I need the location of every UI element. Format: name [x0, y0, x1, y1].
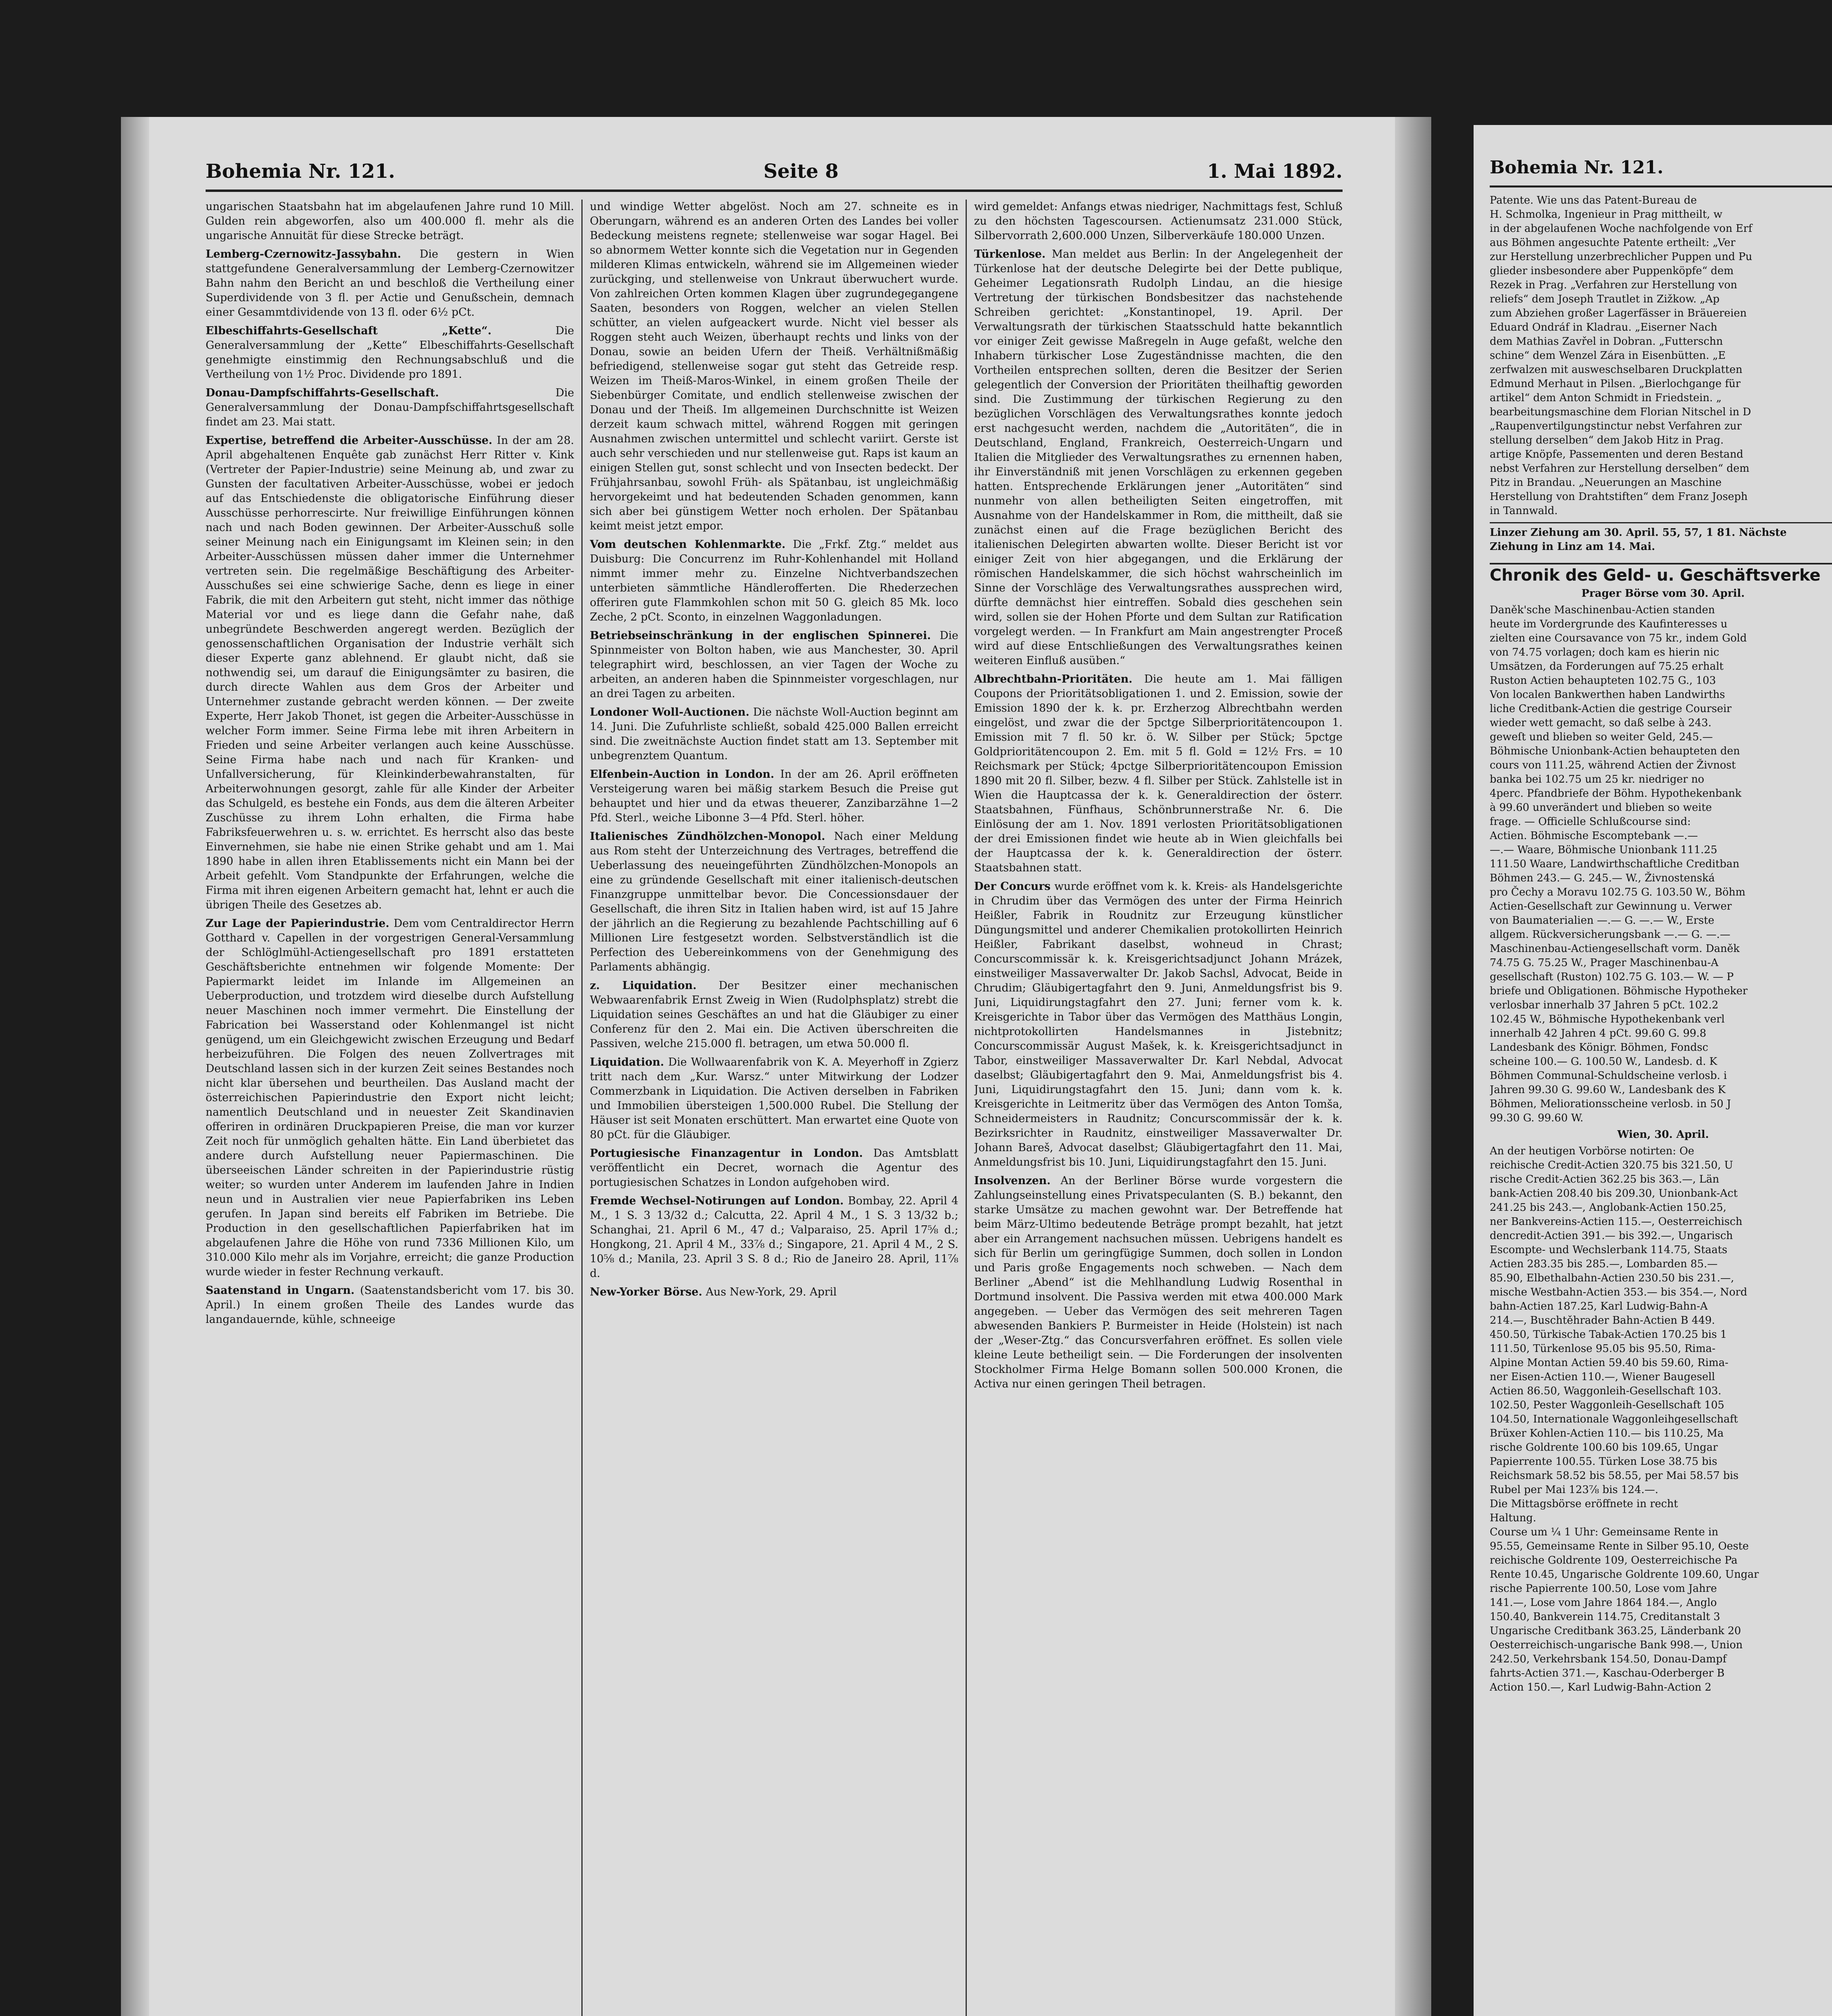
- text-line: Actien 283.35 bis 285.—, Lombarden 85.—: [1490, 1258, 1718, 1270]
- text-line: zur Herstellung unzerbrechlicher Puppen und Pu: [1490, 251, 1753, 263]
- text-line: heute im Vordergrunde des Kaufinteresses u: [1490, 618, 1728, 630]
- article: [590, 1194, 958, 1281]
- adjacent-header-rule: [1490, 185, 1832, 187]
- text-line: Actien. Böhmische Escomptebank —.—: [1490, 830, 1698, 842]
- article-body: Die „Frkf. Ztg.“ meldet aus Duisburg: Die Concurrenz im Ruhr-Kohlenhandel mit Holland nimmt immer mehr zu. Einzelne Nichtverbandszechen unterbieten sämmtliche Händlerofferten. Die Rhederzechen offeriren gute Flammkohlen schon mit 50 G. gleich 85 Mk. loco Zeche, 2 pCt. Sconto, in einzelnen Waggonladungen.: [590, 538, 958, 623]
- text-line: artikel“ dem Anton Schmidt in Friedstein. „: [1490, 392, 1722, 404]
- text-line: gesellschaft (Ruston) 102.75 G. 103.— W. — P: [1490, 971, 1734, 983]
- column-2: [590, 200, 958, 2016]
- column-divider: [581, 200, 583, 2016]
- text-line: dem Mathias Zavřel in Dobran. „Futterschn: [1490, 335, 1723, 348]
- text-line: Eduard Ondráf in Kladrau. „Eiserner Nach: [1490, 321, 1718, 333]
- text-line: reichische Credit-Actien 320.75 bis 321.50, U: [1490, 1159, 1733, 1171]
- article-title: Der Concurs: [974, 880, 1051, 893]
- text-line: 95.55, Gemeinsame Rente in Silber 95.10, Oeste: [1490, 1540, 1749, 1552]
- text-line: 111.50 Waare, Landwirthschaftliche Creditban: [1490, 858, 1740, 870]
- text-line: bank-Actien 208.40 bis 209.30, Unionbank-Act: [1490, 1187, 1738, 1200]
- text-line: aus Böhmen angesuchte Patente ertheilt: „Ver: [1490, 237, 1736, 249]
- article-body: In der am 26. April eröffneten Versteigerung waren bei mäßig starkem Besuch die Preise gut behauptet und hier und da etwas theuerer, Zanzibarzähne 1—2 Pfd. Sterl., weiche Libonne 3—4 Pfd. Sterl. höher.: [590, 768, 958, 824]
- text-line: liche Creditbank-Actien die gestrige Courseir: [1490, 703, 1732, 715]
- article-body: wird gemeldet: Anfangs etwas niedriger, Nachmittags fest, Schluß zu den höchsten Tagescoursen. Actienumsatz 231.000 Stück, Silbervorrath 2,600.000 Unzen, Silberverkäufe 180.000 Unzen.: [974, 200, 1343, 242]
- text-line: —.— Waare, Böhmische Unionbank 111.25: [1490, 844, 1718, 856]
- text-line: An der heutigen Vorbörse notirten: Oe: [1490, 1145, 1695, 1157]
- text-line: Actien 86.50, Waggonleih-Gesellschaft 103.: [1490, 1385, 1722, 1397]
- text-line: 102.50, Pester Waggonleih-Gesellschaft 105: [1490, 1399, 1724, 1411]
- text-line: Brüxer Kohlen-Actien 110.— bis 110.25, Ma: [1490, 1427, 1724, 1439]
- text-line: Papierrente 100.55. Türken Lose 38.75 bis: [1490, 1456, 1718, 1468]
- columns: [206, 200, 1343, 2016]
- prague-title: Prager Börse vom 30. April.: [1581, 587, 1745, 600]
- article: [590, 200, 958, 533]
- article-body: Aus New-York, 29. April: [706, 1286, 837, 1298]
- article-title: New-Yorker Börse.: [590, 1286, 702, 1298]
- text-line: scheine 100.— G. 100.50 W., Landesb. d. K: [1490, 1056, 1718, 1068]
- text-line: cours von 111.25, während Actien der Živnost: [1490, 759, 1736, 771]
- article-body: Die gestern in Wien stattgefundene Generalversammlung der Lemberg-Czernowitzer Bahn nahm den Bericht an und beschloß die Vertheilung einer Superdividende von 3 fl. per Actie und Genußschein, demnach einer Gesammtdividende von 13 fl. oder 6½ pCt.: [206, 248, 574, 319]
- adjacent-page: [1474, 125, 1832, 2016]
- article-body: Dem vom Centraldirector Herrn Gotthard v. Capellen in der vorgestrigen General-Versammlung der Schlöglmühl-Actiengesellschaft pro 1891 erstatteten Geschäftsberichte entnehmen wir folgende Momente: Der Papiermarkt leidet im Inlande im Allgemeinen an Ueberproduction, und trotzdem wird dieselbe durch Aufstellung neuer Maschinen noch immer vermehrt. Die Einstellung der Fabrication bei Wasserstand oder Kohlenmangel ist nicht genügend, um ein Gleichgewicht zwischen Erzeugung und Bedarf herbeizuführen. Die Folgen des neuen Zollvertrages mit Deutschland lassen sich in der kurzen Zeit seines Bestandes noch nicht klar übersehen und beurtheilen. Das Ausland macht der österreichischen Papierindustrie den Export nicht leicht; namentlich Deutschland und in neuester Zeit Skandinavien offeriren in ordinären Druckpapieren Preise, die man vor kurzer Zeit noch für unmöglich gehalten hätte. Ein Land überbietet das andere durch Aufstellung neuer Papiermaschinen. Die überseeischen Länder schreiten in der Papierindustrie rüstig weiter; so wurden unter Anderem im laufenden Jahre in Indien neun und in Australien vier neue Papierfabriken ins Leben gerufen. In Japan sind bereits elf Fabriken im Betriebe. Die Production in den gesellschaftlichen Papierfabriken hat im abgelaufenen Jahre die Höhe von rund 7336 Millionen Kilo, um 310.000 Kilo mehr als im Vorjahre, erreicht; die ganze Production wurde wieder in fester Rechnung verkauft.: [206, 917, 574, 1278]
- article: [590, 1285, 958, 1300]
- text-line: 104.50, Internationale Waggonleihgesellschaft: [1490, 1413, 1738, 1425]
- article-body: wurde eröffnet vom k. k. Kreis- als Handelsgerichte in Chrudim über das Vermögen des unter der Firma Heinrich Heißler, Fabrik in Roudnitz zur Erzeugung künstlicher Düngungsmittel und anderer Chemikalien protokollirten Heinrich Heißler, Fabrikant daselbst, wohneud in Chrast; Concurscommissär k. k. Kreisgerichtsadjunct Johann Mrázek, einstweiliger Massaverwalter Dr. Jakob Sachsl, Advocat, Beide in Chrudim; Gläubigertagfahrt den 9. Juni, Anmeldungsfrist bis 9. Juni, Liquidirungstagfahrt den 27. Juni; ferner vom k. k. Kreisgerichte in Tabor über das Vermögen des Matthäus Longin, nichtprotokollirten Handelsmannes in Jistebnitz; Concurscommissär August Mašek, k. k. Kreisgerichtsadjunct in Tabor, einstweiliger Massaverwalter Dr. Karl Nebdal, Advocat daselbst; Gläubigertagfahrt den 9. Mai, Anmeldungsfrist bis 4. Juni, Liquidirungstagfahrt den 15. Juni; dann vom k. k. Kreisgerichte in Leitmeritz über das Vermögen des Anton Tomša, Schneidermeisters in Raudnitz; Concurscommissär der k. k. Bezirksrichter in Raudnitz, einstweiliger Massaverwalter Dr. Johann Bareš, Advocat daselbst; Gläubigertagfahrt den 11. Mai, Anmeldungsfrist bis 10. Juni, Liquidirungstagfahrt den 15. Juni.: [974, 880, 1343, 1168]
- text-line: ner Bankvereins-Actien 115.—, Oesterreichisch: [1490, 1216, 1742, 1228]
- article-body: und windige Wetter abgelöst. Noch am 27. schneite es in Oberungarn, während es an anderen Orten des Landes bei voller Bedeckung meistens regnete; stellenweise war sogar Hagel. Bei so abnormem Wetter konnte sich die Vegetation nur in Gegenden milderen Klimas entwickeln, während sie im Allgemeinen wieder zurückging, und stellenweise von Unkraut überwuchert wurde. Von zahlreichen Orten kommen Klagen über zugrundegegangene Saaten, besonders von Roggen, welcher an vielen Stellen schütter, an vielen aufgeackert wurde. Nicht viel besser als Roggen steht auch Weizen, überhaupt rechts und links von der Donau, sowie an beiden Ufern der Theiß. Verhältnißmäßig befriedigend, stellenweise sogar gut steht das Getreide resp. Weizen im Theiß-Maros-Winkel, in einem großen Theile der Siebenbürger Comitate, und endlich stellenweise zwischen der Donau und der Theiß. Im allgemeinen Durchschnitte ist Weizen derzeit kaum schwach mittel, während Roggen mit geringen Ausnahmen zwischen untermittel und schlecht variirt. Gerste ist auch sehr verschieden und nur stellenweise gut. Raps ist kaum an einigen Stellen gut, sonst schlecht und von Insecten bedeckt. Der Frühjahrsanbau, sowohl Früh- als Spätanbau, ist ungleichmäßig hervorgekeimt und hat bedeutenden Schaden genommen, kann sich aber bei günstigem Wetter noch erholen. Der Spätanbau keimt meist jetzt empor.: [590, 200, 958, 532]
- text-line: Jahren 99.30 G. 99.60 W., Landesbank des K: [1490, 1084, 1726, 1096]
- text-line: Haltung.: [1490, 1512, 1536, 1524]
- text-line: à 99.60 unverändert und blieben so weite: [1490, 802, 1712, 814]
- text-line: rische Goldrente 100.60 bis 109.65, Ungar: [1490, 1441, 1718, 1454]
- article-title: Liquidation.: [590, 1056, 664, 1068]
- text-line: verlosbar innerhalb 37 Jahren 5 pCt. 102.2: [1490, 999, 1719, 1011]
- text-line: 111.50, Türkenlose 95.05 bis 95.50, Rima-: [1490, 1343, 1715, 1355]
- text-line: pro Čechy a Moravu 102.75 G. 103.50 W., Böhm: [1490, 886, 1746, 898]
- article-title: Expertise, betreffend die Arbeiter-Ausschüsse.: [206, 434, 493, 447]
- patents-block: [1490, 194, 1832, 518]
- issue-date: 1. Mai 1892.: [1207, 160, 1343, 183]
- article: [590, 705, 958, 763]
- text-line: reliefs“ dem Joseph Trautlet in Zižkow. „Ap: [1490, 293, 1720, 305]
- column-divider: [966, 200, 967, 2016]
- article: [206, 386, 574, 429]
- text-line: briefe und Obligationen. Böhmische Hypotheker: [1490, 985, 1748, 997]
- article-title: Zur Lage der Papierindustrie.: [206, 917, 389, 930]
- text-line: bearbeitungsmaschine dem Florian Nitschel in D: [1490, 406, 1751, 418]
- article-body: (Saatenstandsbericht vom 17. bis 30. April.) In einem großen Theile des Landes wurde das langandauernde, kühle, schneeige: [206, 1284, 574, 1326]
- article-title: Fremde Wechsel-Notirungen auf London.: [590, 1195, 844, 1207]
- text-line: Alpine Montan Actien 59.40 bis 59.60, Rima-: [1490, 1357, 1728, 1369]
- article: [590, 1055, 958, 1142]
- text-line: von Baumaterialien —.— G. —.— W., Erste: [1490, 914, 1714, 927]
- article-title: Türkenlose.: [974, 248, 1046, 260]
- column-3: [974, 200, 1343, 2016]
- text-line: rische Papierrente 100.50, Lose vom Jahre: [1490, 1583, 1717, 1595]
- article: [974, 672, 1343, 875]
- article: [590, 537, 958, 625]
- article: [974, 247, 1343, 668]
- text-line: zum Abziehen großer Lagerfässer in Bräuereien: [1490, 307, 1747, 319]
- page-header: [206, 157, 1343, 185]
- text-line: von 74.75 vorlagen; doch kam es hierin nic: [1490, 646, 1720, 658]
- article: [206, 324, 574, 382]
- text-line: Course um ¼ 1 Uhr: Gemeinsame Rente in: [1490, 1526, 1719, 1538]
- text-line: Böhmen Communal-Schuldscheine verlosb. i: [1490, 1070, 1727, 1082]
- article-title: Londoner Woll-Auctionen.: [590, 706, 749, 719]
- text-line: Oesterreichisch-ungarische Bank 998.—, Union: [1490, 1639, 1743, 1651]
- text-line: Rubel per Mai 123⅞ bis 124.—.: [1490, 1484, 1659, 1496]
- article-body: Bombay, 22. April 4 M., 1 S. 3 13/32 d.; Calcutta, 22. April 4 M., 1 S. 3 13/32 b.; Schanghai, 21. April 6 M., 47 d.; Valparaiso, 25. April 17⅝ d.; Hongkong, 21. April 4 M., 33⅞ d.; Singapore, 21. April 4 M., 2 S. 10⅝ d.; Manila, 23. April 3 S. 8 d.; Rio de Janeiro 28. April, 11⅞ d.: [590, 1195, 958, 1280]
- article-title: z. Liquidation.: [590, 979, 697, 992]
- text-line: Ruston Actien behaupteten 102.75 G., 103: [1490, 675, 1716, 687]
- article: [590, 829, 958, 975]
- text-line: Böhmische Unionbank-Actien behaupteten den: [1490, 745, 1740, 757]
- text-line: Die Mittagsbörse eröffnete in recht: [1490, 1498, 1678, 1510]
- text-line: Daněk'sche Maschinenbau-Actien standen: [1490, 604, 1715, 616]
- article-title: Elfenbein-Auction in London.: [590, 768, 774, 781]
- text-line: artige Knöpfe, Passementen und deren Bestand: [1490, 448, 1743, 460]
- text-line: stellung derselben“ dem Jakob Hitz in Prag.: [1490, 434, 1724, 446]
- text-line: Action 150.—, Karl Ludwig-Bahn-Action 2: [1490, 1681, 1711, 1693]
- text-line: innerhalb 42 Jahren 4 pCt. 99.60 G. 99.8: [1490, 1027, 1707, 1039]
- text-line: Edmund Merhaut in Pilsen. „Bierlochgange für: [1490, 378, 1741, 390]
- text-line: wieder wett gemacht, so daß selbe à 243.: [1490, 717, 1711, 729]
- text-line: Actien-Gesellschaft zur Gewinnung u. Verwer: [1490, 900, 1732, 912]
- text-line: 85.90, Elbethalbahn-Actien 230.50 bis 231.—,: [1490, 1272, 1734, 1284]
- article: [206, 433, 574, 912]
- article-body: Nach einer Meldung aus Rom steht der Unterzeichnung des Vertrages, betreffend die Ueberlassung des neueingeführten Zündhölzchen-Monopols an eine zu gründende Gesellschaft mit einer italienisch-deutschen Finanzgruppe unmittelbar bevor. Die Concessionsdauer der Gesellschaft, die ihren Sitz in Italien haben wird, ist auf 15 Jahre der jährlich an die Regierung zu bezahlende Pachtschilling auf 6 Millionen Lire festgesetzt worden. Selbstverständlich ist die Perfection des Uebereinkommens von der Genehmigung des Parlaments abhängig.: [590, 830, 958, 973]
- text-line: 241.25 bis 243.—, Anglobank-Actien 150.25,: [1490, 1202, 1727, 1214]
- text-line: 150.40, Bankverein 114.75, Creditanstalt 3: [1490, 1611, 1720, 1623]
- text-line: Escompte- und Wechslerbank 114.75, Staats: [1490, 1244, 1728, 1256]
- article-title: Betriebseinschränkung in der englischen Spinnerei.: [590, 629, 931, 642]
- page-edge-shadow: [1395, 117, 1431, 2016]
- article-body: An der Berliner Börse wurde vorgestern die Zahlungseinstellung eines Privatspeculanten (S. B.) bekannt, den starke Umsätze zu machen gewohnt war. Der Betreffende hat beim März-Ultimo bedeutende Beträge prompt bezahlt, hat jetzt aber ein Arrangement nachsuchen müssen. Uebrigens handelt es sich für Berlin um geringfügige Summen, doch sollen in London und Paris große Engagements noch schweben. — Nach dem Berliner „Abend“ ist die Mehlhandlung Ludwig Rosenthal in Dortmund insolvent. Die Passiva werden mit etwa 400.000 Mark angegeben. — Ueber das Vermögen des seit mehreren Tagen abwesenden Bankiers P. Burmeister in Heide (Holstein) ist nach der „Weser-Ztg.“ das Concursverfahren eröffnet. Es sollen viele kleine Leute betheiligt sein. — Die Forderungen der insolventen Stockholmer Firma Helge Bomann sollen 500.000 Kronen, die Activa nur einen geringen Theil betragen.: [974, 1175, 1343, 1390]
- article-body: Die Wollwaarenfabrik von K. A. Meyerhoff in Zgierz tritt nach dem „Kur. Warsz.“ unter Mitwirkung der Lodzer Commerzbank in Liquidation. Die Activen derselben in Fabriken und Immobilien übersteigen 1,500.000 Rubel. Die Stellung der Häuser ist seit Monaten erschüttert. Man erwartet eine Quote von 80 pCt. für die Gläubiger.: [590, 1056, 958, 1141]
- text-line: Patente. Wie uns das Patent-Bureau de: [1490, 194, 1697, 206]
- text-line: 242.50, Verkehrsbank 154.50, Donau-Dampf: [1490, 1653, 1727, 1665]
- text-line: reichische Goldrente 109, Oesterreichische Pa: [1490, 1554, 1738, 1566]
- text-line: 99.30 G. 99.60 W.: [1490, 1112, 1584, 1124]
- adjacent-page-header: Bohemia Nr. 121.: [1490, 157, 1663, 178]
- article-body: Die Generalversammlung der Donau-Dampfschiffahrtsgesellschaft findet am 23. Mai statt.: [206, 387, 574, 428]
- column-1: [206, 200, 574, 2016]
- binding-shadow: [121, 117, 149, 2016]
- page-label: Seite 8: [763, 160, 839, 183]
- text-line: Umsätzen, da Forderungen auf 75.25 erhalt: [1490, 660, 1724, 673]
- text-line: Herstellung von Drahtstiften“ dem Franz Joseph: [1490, 491, 1748, 503]
- paper-name: Bohemia Nr. 121.: [206, 160, 395, 183]
- text-line: geweſt und blieben so weiter Geld, 245.—: [1490, 731, 1713, 743]
- text-line: frage. — Officielle Schlußcourse sind:: [1490, 816, 1691, 828]
- text-line: Von localen Bankwerthen haben Landwirths: [1490, 689, 1725, 701]
- article-body: Die Spinnmeister von Bolton haben, wie aus Manchester, 30. April telegraphirt wird, beschlossen, an vier Tagen der Woche zu arbeiten, an anderen haben die Spinnmeister vorgeschlagen, nur an drei Tagen zu arbeiten.: [590, 629, 958, 700]
- linzer-ziehung: Linzer Ziehung am 30. April. 55, 57, 1 81. Nächste Ziehung in Linz am 14. Mai.: [1490, 522, 1832, 554]
- article-title: Insolvenzen.: [974, 1175, 1051, 1187]
- text-line: 4perc. Pfandbriefe der Böhm. Hypothekenbank: [1490, 787, 1742, 800]
- adjacent-page-body: [1490, 194, 1832, 2016]
- article-body: Die nächste Woll-Auction beginnt am 14. Juni. Die Zufuhrliste schließt, sobald 425.000 Ballen erreicht sind. Die zweitnächste Auction findet statt am 13. September mit unbegrenztem Quantum.: [590, 706, 958, 762]
- text-line: H. Schmolka, Ingenieur in Prag mittheilt, w: [1490, 208, 1723, 221]
- text-line: nebst Verfahren zur Herstellung derselben“ dem: [1490, 462, 1750, 475]
- text-line: Rente 10.45, Ungarische Goldrente 109.60, Ungar: [1490, 1568, 1759, 1581]
- text-line: glieder insbesondere aber Puppenköpfe“ dem: [1490, 265, 1734, 277]
- text-line: 74.75 G. 75.25 W., Prager Maschinenbau-A: [1490, 957, 1719, 969]
- article: [206, 247, 574, 320]
- article-body: Die heute am 1. Mai fälligen Coupons der Prioritätsobligationen 1. und 2. Emission, sowie der Emission 1890 der k. k. pr. Erzherzog Albrechtbahn werden eingelöst, und zwar die der 5pctge Silberprioritätencoupon 1. Emission mit 7 fl. 50 kr. ö. W. Silber per Stück; 5pctge Goldprioritätencoupon 2. Em. mit 5 fl. Gold = 12½ Frs. = 10 Reichsmark per Stück; 4pctge Silberprioritätencoupon Emission 1890 mit 20 fl. Silber, bezw. 4 fl. Silber per Stück. Zahlstelle ist in Wien die Hauptcassa der k. k. Generaldirection der österr. Staatsbahnen, Fünfhaus, Schönbrunnerstraße Nr. 6. Die Einlösung der am 1. Nov. 1891 verlosten Prioritätsobligationen der drei Emissionen findet wie heute ab in Wien gleichfalls bei der Hauptcassa der k. k. Generaldirection der österr. Staatsbahnen statt.: [974, 673, 1343, 874]
- text-line: zerfwalzen mit ausweschselbaren Druckplatten: [1490, 364, 1742, 376]
- article: [590, 767, 958, 825]
- article-body: ungarischen Staatsbahn hat im abgelaufenen Jahre rund 10 Mill. Gulden rein abgeworfen, also um 400.000 fl. mehr als die ungarische Annuität für diese Strecke beträgt.: [206, 200, 574, 242]
- text-line: in der abgelaufenen Woche nachfolgende von Erf: [1490, 223, 1753, 235]
- text-line: schine“ dem Wenzel Zára in Eisenbütten. „E: [1490, 350, 1726, 362]
- article: [590, 1146, 958, 1190]
- wien-title: Wien, 30. April.: [1617, 1129, 1709, 1141]
- text-line: Böhmen, Meliorationsscheine verlosb. in 50 J: [1490, 1098, 1731, 1110]
- text-line: ner Eisen-Actien 110.—, Wiener Baugesell: [1490, 1371, 1715, 1383]
- header-rule: [206, 190, 1343, 192]
- article-body: Das Amtsblatt veröffentlicht ein Decret, wornach die Agentur des portugiesischen Schatzes in London aufgehoben wird.: [590, 1147, 958, 1189]
- article-title: Saatenstand in Ungarn.: [206, 1284, 355, 1297]
- text-line: 450.50, Türkische Tabak-Actien 170.25 bis 1: [1490, 1329, 1727, 1341]
- article-title: Vom deutschen Kohlenmarkte.: [590, 538, 786, 551]
- text-line: Landesbank des Königr. Böhmen, Fondsc: [1490, 1041, 1709, 1054]
- text-line: zielten eine Coursavance von 75 kr., indem Gold: [1490, 632, 1747, 644]
- text-line: allgem. Rückversicherungsbank —.— G. —.—: [1490, 929, 1730, 941]
- article: [206, 200, 574, 243]
- text-line: bahn-Actien 187.25, Karl Ludwig-Bahn-A: [1490, 1300, 1708, 1312]
- article: [974, 879, 1343, 1170]
- text-line: banka bei 102.75 um 25 kr. niedriger no: [1490, 773, 1705, 785]
- article-title: Portugiesische Finanzagentur in London.: [590, 1147, 863, 1160]
- article-title: Elbeschiffahrts-Gesellschaft „Kette“.: [206, 325, 491, 337]
- article: [206, 916, 574, 1279]
- text-line: mische Westbahn-Actien 353.— bis 354.—, Nord: [1490, 1286, 1747, 1298]
- article-title: Donau-Dampfschiffahrts-Gesellschaft.: [206, 387, 439, 399]
- text-line: dencredit-Actien 391.— bis 392.—, Ungarisch: [1490, 1230, 1733, 1242]
- text-line: 141.—, Lose vom Jahre 1864 184.—, Anglo: [1490, 1597, 1717, 1609]
- article: [206, 1283, 574, 1327]
- text-line: fahrts-Actien 371.—, Kaschau-Oderberger B: [1490, 1667, 1725, 1679]
- article-body: Der Besitzer einer mechanischen Webwaarenfabrik Ernst Zweig in Wien (Rudolphsplatz) strebt die Liquidation seines Geschäftes an und hat die Gläubiger zu einer Conferenz für den 2. Mai ein. Die Activen überschreiten die Passiven, welche 215.000 fl. betragen, um etwa 50.000 fl.: [590, 979, 958, 1050]
- text-line: 102.45 W., Böhmische Hypothekenbank verl: [1490, 1013, 1725, 1025]
- text-line: in Tannwald.: [1490, 505, 1558, 517]
- article: [974, 200, 1343, 243]
- prague-block: [1490, 603, 1832, 1125]
- text-line: rische Credit-Actien 362.25 bis 363.—, Län: [1490, 1173, 1720, 1185]
- wien-block: [1490, 1144, 1832, 1695]
- section-title: Chronik des Geld- u. Geschäftsverke: [1490, 563, 1832, 583]
- text-line: Rezek in Prag. „Verfahren zur Herstellung von: [1490, 279, 1737, 291]
- text-line: Ungarische Creditbank 363.25, Länderbank 20: [1490, 1625, 1741, 1637]
- article: [974, 1174, 1343, 1391]
- article-title: Italienisches Zündhölzchen-Monopol.: [590, 830, 825, 843]
- article-body: In der am 28. April abgehaltenen Enquête gab zunächst Herr Ritter v. Kink (Vertreter der Papier-Industrie) seine Meinung ab, und zwar zu Gunsten der facultativen Arbeiter-Ausschüsse, wobei er jedoch auf das Entschiedenste die obligatorische Einführung dieser Ausschüsse perhorrescirte. Nur freiwillige Einführungen können nach und nach Boden gewinnen. Der Arbeiter-Ausschuß solle seiner Meinung nach ein Einigungsamt im Kleinen sein; in den Arbeiter-Ausschüssen müssen daher immer die Unternehmer vertreten sein. Die regelmäßige Beschäftigung des Arbeiter-Ausschußes sei eine schwierige Sache, denn es liege in einer Fabrik, die mit den Arbeitern gut steht, nicht immer das nöthige Material vor und es liege dann die Gefahr nahe, daß unbegründete Beschwerden angeregt werden. Bezüglich der genossenschaftlichen Organisation der Industrie verhält sich dieser Experte ganz ablehnend. Er glaubt nicht, daß sie nothwendig sei, um darauf die Einigungsämter zu basiren, die durch directe Wahlen aus dem Gros der Arbeiter und Unternehmer zustande gebracht werden können. — Der zweite Experte, Herr Jakob Thonet, ist gegen die Arbeiter-Ausschüsse in welcher Form immer. Seine Firma lebe mit ihren Arbeitern in Frieden und seine Arbeiter verlangen auch keine Ausschüsse. Seine Firma habe nach und nach für Kranken- und Unfallversicherung, für Kleinkinderbewahranstalten, für Arbeiterwohnungen gesorgt, zahle für alle Kinder der Arbeiter das Schulgeld, es bestehe ein Fonds, aus dem die älteren Arbeiter Zuschüsse zu ihrem Lohn erhalten, die Firma habe Fabriksfeuerwehren u. s. w. errichtet. Es herrscht also das beste Einvernehmen, sie habe nie einen Strike gehabt und am 1. Mai 1890 habe in allen ihren Etablissements nicht ein Mann bei der Arbeit gefehlt. Vom Standpunkte der Erfahrungen, welche die Firma mit ihren eigenen Arbeitern gemacht hat, lehnt er auch die übrigen Theile des Gesetzes ab.: [206, 434, 574, 911]
- article-title: Lemberg-Czernowitz-Jassybahn.: [206, 248, 401, 260]
- article-body: Die Generalversammlung der „Kette“ Elbeschiffahrts-Gesellschaft genehmigte einstimmig den Rechnungsabschluß und die Vertheilung von 1½ Proc. Dividende pro 1891.: [206, 325, 574, 381]
- article: [590, 979, 958, 1051]
- article: [590, 629, 958, 701]
- article-body: Man meldet aus Berlin: In der Angelegenheit der Türkenlose hat der deutsche Delegirte bei der Dette publique, Geheimer Legationsrath Rudolph Lindau, an die hiesige Vertretung der türkischen Bondsbesitzer das nachstehende Schreiben gerichtet: „Konstantinopel, 19. April. Der Verwaltungsrath der türkischen Staatsschuld hatte bekanntlich vor einiger Zeit gewisse Maßregeln in Auge gefaßt, welche den Inhabern türkischer Lose Zugeständnisse machten, die den Vortheilen entsprechen sollten, deren die Besitzer der Serien gelegentlich der Conversion der Prioritäten theilhaftig geworden sind. Die Zustimmung der türkischen Regierung zu den bezüglichen Vorschlägen des Verwaltungsrathes konnte jedoch erst nachgesucht werden, nachdem die „Autoritäten“, die in Deutschland, England, Frankreich, Oesterreich-Ungarn und Italien die Mitglieder des Verwaltungsrathes zu ernennen haben, ihr Einverständniß mit jenen Vorschlägen zu erkennen gegeben hatten. Entsprechende Erklärungen jener „Autoritäten“ sind nunmehr von allen betheiligten Seiten eingetroffen, mit Ausnahme von der Handelskammer in Rom, die mittheilt, daß sie zunächst einen auf die Frage bezüglichen Bericht des italienischen Delegirten abwarten wollte. Dieser Bericht ist vor einiger Zeit von hier abgegangen, und die Erklärung der römischen Handelskammer, die sich höchst wahrscheinlich im Sinne der Vorschläge des Verwaltungsrathes aussprechen wird, dürfte demnächst hier eintreffen. Sobald dies geschehen sein wird, sollen sie der Hohen Pforte und dem Sultan zur Ratification vorgelegt werden. — In Frankfurt am Main angestrengter Proceß wird auf diese Entschließungen des Verwaltungsrathes keinen weiteren Einfluß ausüben.“: [974, 248, 1343, 667]
- text-line: Maschinenbau-Actiengesellschaft vorm. Daněk: [1490, 943, 1740, 955]
- text-line: „Raupenvertilgungstinctur nebst Verfahren zur: [1490, 420, 1742, 432]
- newspaper-page: [121, 117, 1431, 2016]
- text-line: 214.—, Buschtěhrader Bahn-Actien B 449.: [1490, 1314, 1715, 1327]
- text-line: Reichsmark 58.52 bis 58.55, per Mai 58.57 bis: [1490, 1470, 1739, 1482]
- text-line: Pitz in Brandau. „Neuerungen an Maschine: [1490, 477, 1722, 489]
- article-title: Albrechtbahn-Prioritäten.: [974, 673, 1133, 685]
- text-line: Böhmen 243.— G. 245.— W., Živnostenská: [1490, 872, 1715, 884]
